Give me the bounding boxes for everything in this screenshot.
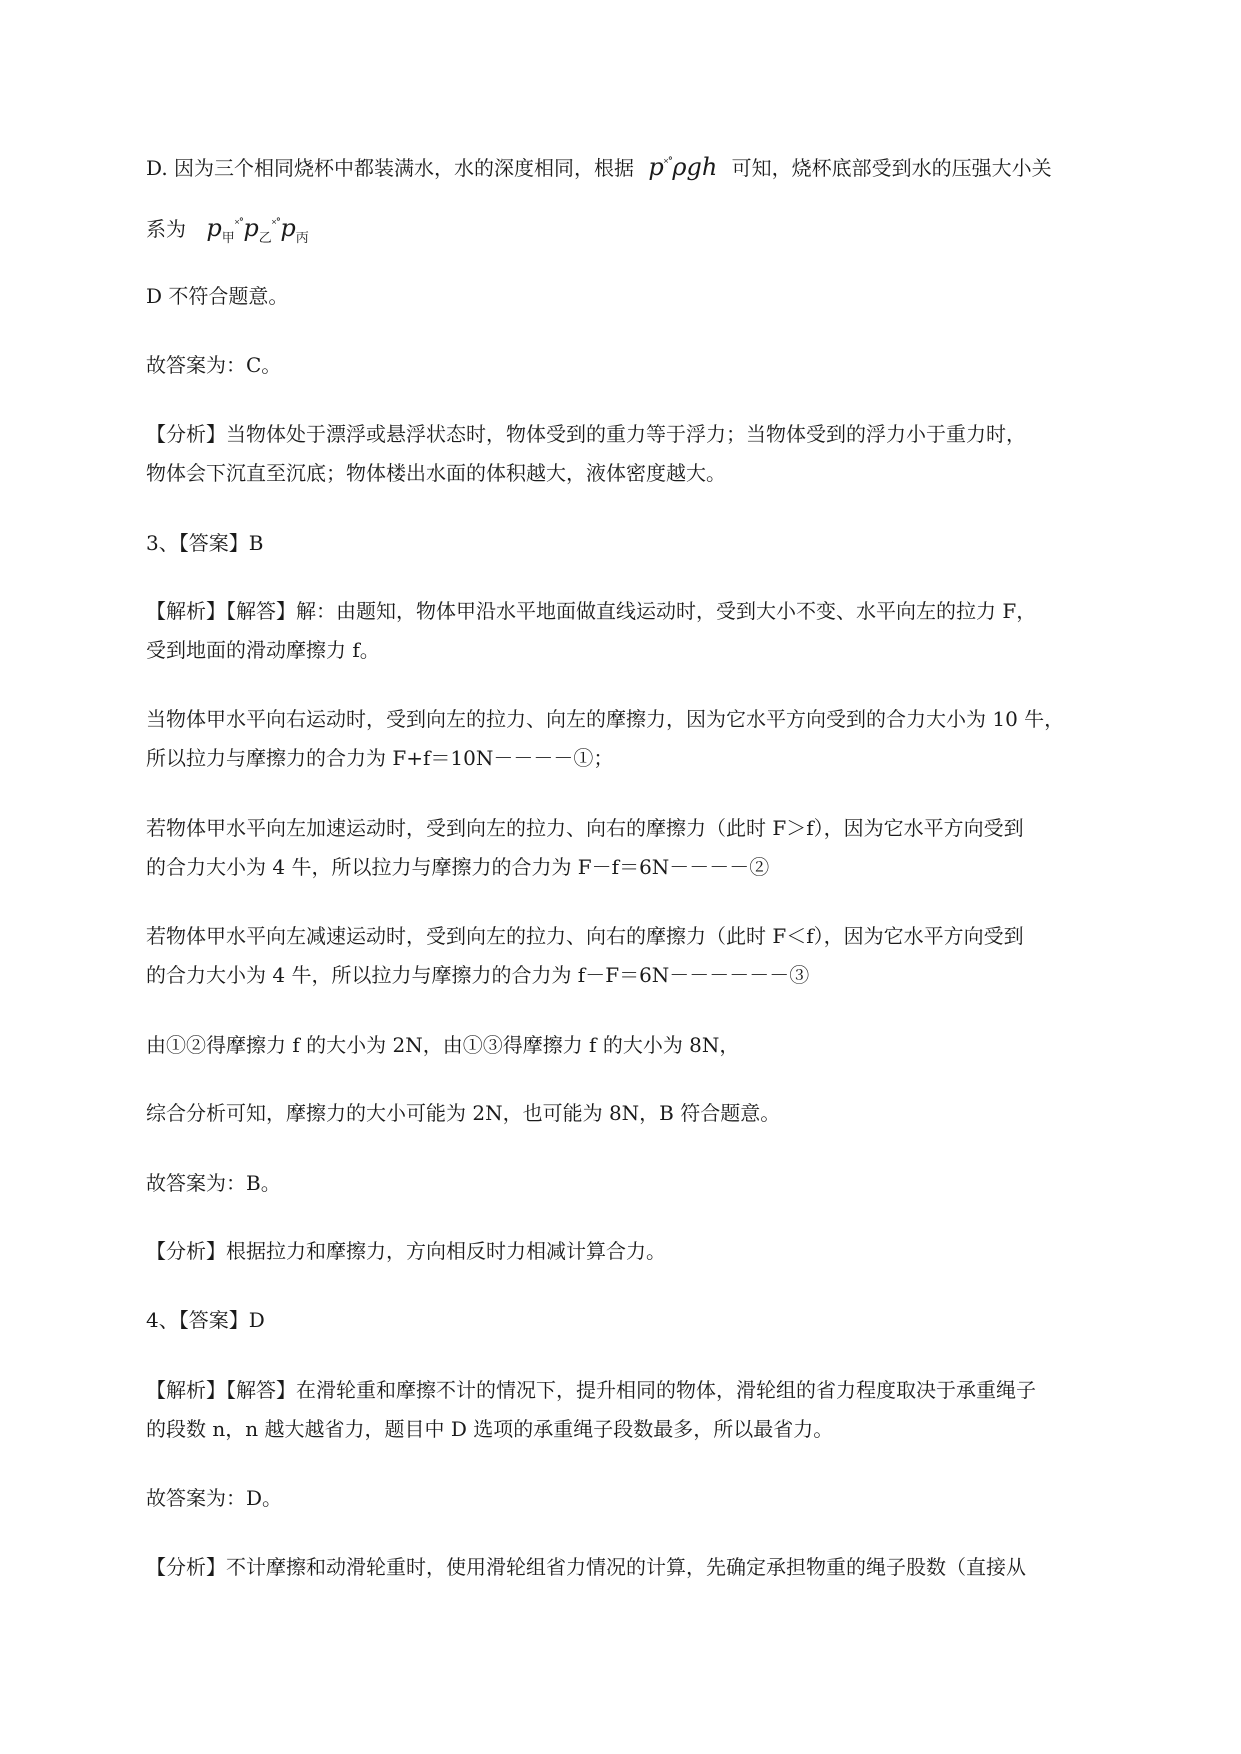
pressure-comparison-formula: $p_甲^{˟˚}p_乙^{˟˚}p_丙$ xyxy=(206,214,309,246)
text-line: 故答案为：D。 xyxy=(146,1486,283,1510)
text-line: 当物体甲水平向右运动时，受到向左的拉力、向左的摩擦力，因为它水平方向受到的合力大小为 10 牛， xyxy=(146,707,1065,731)
text-line: 故答案为：B。 xyxy=(146,1171,281,1195)
text-line: 【分析】不计摩擦和动滑轮重时，使用滑轮组省力情况的计算，先确定承担物重的绳子股数（直接从 xyxy=(146,1555,1026,1579)
text-line: 3、【答案】B xyxy=(146,531,264,555)
text-line: 若物体甲水平向左加速运动时，受到向左的拉力、向右的摩擦力（此时 F＞f），因为它水平方向受到 xyxy=(146,816,1024,840)
text-line: 的合力大小为 4 牛，所以拉力与摩擦力的合力为 F－f＝6N－－－－② xyxy=(146,855,770,879)
text-segment: 可知，烧杯底部受到水的压强大小关 xyxy=(731,156,1052,180)
text-line xyxy=(146,211,1146,252)
text-line: 【解析】【解答】解：由题知，物体甲沿水平地面做直线运动时，受到大小不变、水平向左的拉力 F， xyxy=(146,599,1037,623)
pressure-formula: p˟˚ρgh xyxy=(648,153,718,181)
text-line: D 不符合题意。 xyxy=(146,284,289,308)
text-line: 的合力大小为 4 牛，所以拉力与摩擦力的合力为 f－F＝6N－－－－－－③ xyxy=(146,963,810,987)
text-line: 4、【答案】D xyxy=(146,1308,265,1332)
text-line: 所以拉力与摩擦力的合力为 F+f＝10N－－－－①； xyxy=(146,746,614,770)
text-segment: 系为 xyxy=(146,217,186,241)
text-line: 【解析】【解答】在滑轮重和摩擦不计的情况下，提升相同的物体，滑轮组的省力程度取决于承重绳子 xyxy=(146,1378,1036,1402)
text-line: 受到地面的滑动摩擦力 f。 xyxy=(146,638,380,662)
text-line: 综合分析可知，摩擦力的大小可能为 2N，也可能为 8N，B 符合题意。 xyxy=(146,1101,781,1125)
text-line: 的段数 n，n 越大越省力，题目中 D 选项的承重绳子段数最多，所以最省力。 xyxy=(146,1417,834,1441)
text-segment: D. 因为三个相同烧杯中都装满水，水的深度相同，根据 xyxy=(146,156,635,180)
text-line xyxy=(146,150,1146,181)
text-line: 由①②得摩擦力 f 的大小为 2N，由①③得摩擦力 f 的大小为 8N， xyxy=(146,1033,740,1057)
text-line: 物体会下沉直至沉底；物体楼出水面的体积越大，液体密度越大。 xyxy=(146,461,726,485)
text-line: 【分析】当物体处于漂浮或悬浮状态时，物体受到的重力等于浮力；当物体受到的浮力小于重力时， xyxy=(146,422,1026,446)
text-line: 故答案为：C。 xyxy=(146,353,282,377)
text-line: 【分析】根据拉力和摩擦力，方向相反时力相减计算合力。 xyxy=(146,1239,666,1263)
text-line: 若物体甲水平向左减速运动时，受到向左的拉力、向右的摩擦力（此时 F＜f），因为它水平方向受到 xyxy=(146,924,1024,948)
